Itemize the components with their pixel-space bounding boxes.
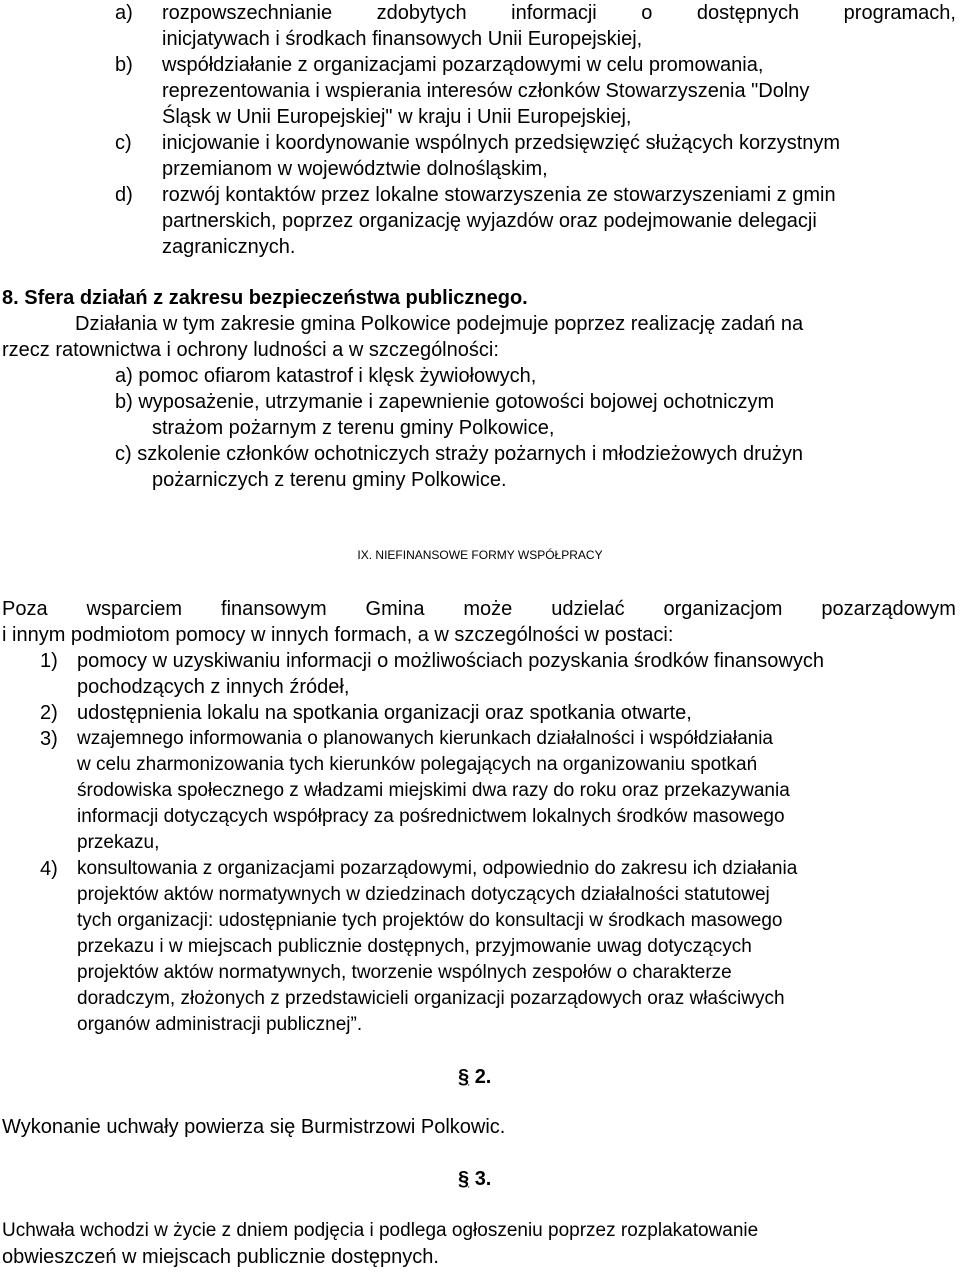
section-9-item1-line2: pochodzących z innych źródeł, (77, 676, 350, 698)
section-9-item2-label: 2) (40, 702, 58, 724)
paragraph-2-text: Wykonanie uchwały powierza się Burmistrzowi Polkowic. (2, 1116, 506, 1138)
section-8-item-b-line1: b) wyposażenie, utrzymanie i zapewnienie gotowości bojowej ochotniczym (115, 391, 775, 413)
paragraph-3-heading (458, 1166, 491, 1192)
word: dostępnych (696, 2, 800, 24)
section-9-item1-line1: pomocy w uzyskiwaniu informacji o możliwościach pozyskania środków finansowych (77, 650, 824, 672)
list-item-d-line3: zagranicznych. (162, 236, 296, 258)
section-9-item4-line2: projektów aktów normatywnych w dziedzinach dotyczących działalności statutowej (77, 884, 770, 905)
section-9-item4-line7: organów administracji publicznej”. (77, 1014, 363, 1035)
list-item-d-line2: partnerskich, poprzez organizację wyjazdów oraz podejmowanie delegacji (162, 210, 817, 232)
section-8-intro-line2: rzecz ratownictwa i ochrony ludności a w szczególności: (2, 339, 499, 361)
word: organizacjom (663, 598, 783, 620)
word: finansowym (221, 598, 327, 620)
section-9-intro-line2: i innym podmiotom pomocy w innych formach, a w szczególności w postaci: (2, 624, 674, 646)
paragraph-number: 3. (474, 1168, 492, 1190)
section-9-item4-line4: przekazu i w miejscach publicznie dostępnych, przyjmowanie uwag dotyczących (77, 936, 752, 957)
section-9-item2-line1: udostępnienia lokalu na spotkania organizacji oraz spotkania otwarte, (77, 702, 692, 724)
list-item-b-line1: współdziałanie z organizacjami pozarządowymi w celu promowania, (162, 54, 764, 76)
word: programach, (843, 2, 956, 24)
section-9-item3-line2: w celu zharmonizowania tych kierunków polegających na organizowaniu spotkań (77, 754, 758, 775)
section-8-heading: 8. Sfera działań z zakresu bezpieczeństwa publicznego. (2, 287, 528, 309)
paragraph-sign: § (458, 1168, 470, 1190)
section-9-title: IX. NIEFINANSOWE FORMY WSPÓŁPRACY (357, 548, 603, 562)
section-9-item3-line3: środowiska społecznego z władzami miejskimi dwa razy do roku oraz przekazywania (77, 780, 790, 801)
section-9-item3-line1: wzajemnego informowania o planowanych kierunkach działalności i współdziałania (77, 728, 773, 749)
paragraph-number: 2. (474, 1066, 492, 1088)
section-8-item-c-line1: c) szkolenie członków ochotniczych straży pożarnych i młodzieżowych drużyn (115, 443, 804, 465)
section-9-item4-line1: konsultowania z organizacjami pozarządowymi, odpowiednio do zakresu ich działania (77, 858, 798, 879)
list-item-c-line1: inicjowanie i koordynowanie wspólnych przedsięwzięć służących korzystnym (162, 132, 841, 154)
word: udzielać (551, 598, 625, 620)
list-item-a-line1 (162, 0, 956, 26)
section-9-item4-line5: projektów aktów normatywnych, tworzenie wspólnych zespołów o charakterze (77, 962, 732, 983)
word: może (463, 598, 513, 620)
word: pozarządowym (821, 598, 956, 620)
section-8-item-c-line2: pożarniczych z terenu gminy Polkowice. (152, 469, 507, 491)
word: Gmina (365, 598, 425, 620)
section-9-item4-line6: doradczym, złożonych z przedstawicieli organizacji pozarządowych oraz właściwych (77, 988, 785, 1009)
word: Poza (2, 598, 48, 620)
section-9-item1-label: 1) (40, 650, 58, 672)
section-9-intro-line1 (2, 596, 956, 622)
word: rozpowszechnianie (162, 2, 333, 24)
paragraph-2-heading (458, 1064, 491, 1090)
section-8-intro-line1: Działania w tym zakresie gmina Polkowice podejmuje poprzez realizację zadań na (75, 313, 804, 335)
list-label-b: b) (115, 54, 133, 76)
paragraph-3-line2: obwieszczeń w miejscach publicznie dostępnych. (2, 1246, 439, 1268)
list-item-b-line2: reprezentowania i wspierania interesów członków Stowarzyszenia "Dolny (162, 80, 810, 102)
list-label-a: a) (115, 2, 133, 24)
section-9-item3-line4: informacji dotyczących współpracy za pośrednictwem lokalnych środków masowego (77, 806, 785, 827)
section-8-item-b-line2: strażom pożarnym z terenu gminy Polkowice, (152, 417, 555, 439)
list-item-a-line2: inicjatywach i środkach finansowych Unii Europejskiej, (162, 28, 643, 50)
list-item-c-line2: przemianom w województwie dolnośląskim, (162, 158, 548, 180)
paragraph-sign: § (458, 1066, 470, 1088)
list-label-d: d) (115, 184, 133, 206)
section-9-item3-line5: przekazu, (77, 832, 160, 853)
section-9-item4-label: 4) (40, 858, 58, 880)
word: o (641, 2, 653, 24)
section-9-item3-label: 3) (40, 728, 58, 750)
word: zdobytych (376, 2, 467, 24)
word: wsparciem (86, 598, 183, 620)
paragraph-3-line1: Uchwała wchodzi w życie z dniem podjęcia i podlega ogłoszeniu poprzez rozplakatowanie (2, 1220, 759, 1241)
section-9-item4-line3: tych organizacji: udostępnianie tych projektów do konsultacji w środkach masowego (77, 910, 783, 931)
word: informacji (511, 2, 597, 24)
list-item-d-line1: rozwój kontaktów przez lokalne stowarzyszenia ze stowarzyszeniami z gmin (162, 184, 836, 206)
list-label-c: c) (115, 132, 132, 154)
section-8-item-a: a) pomoc ofiarom katastrof i klęsk żywiołowych, (115, 365, 537, 387)
list-item-b-line3: Śląsk w Unii Europejskiej" w kraju i Unii Europejskiej, (162, 106, 632, 128)
